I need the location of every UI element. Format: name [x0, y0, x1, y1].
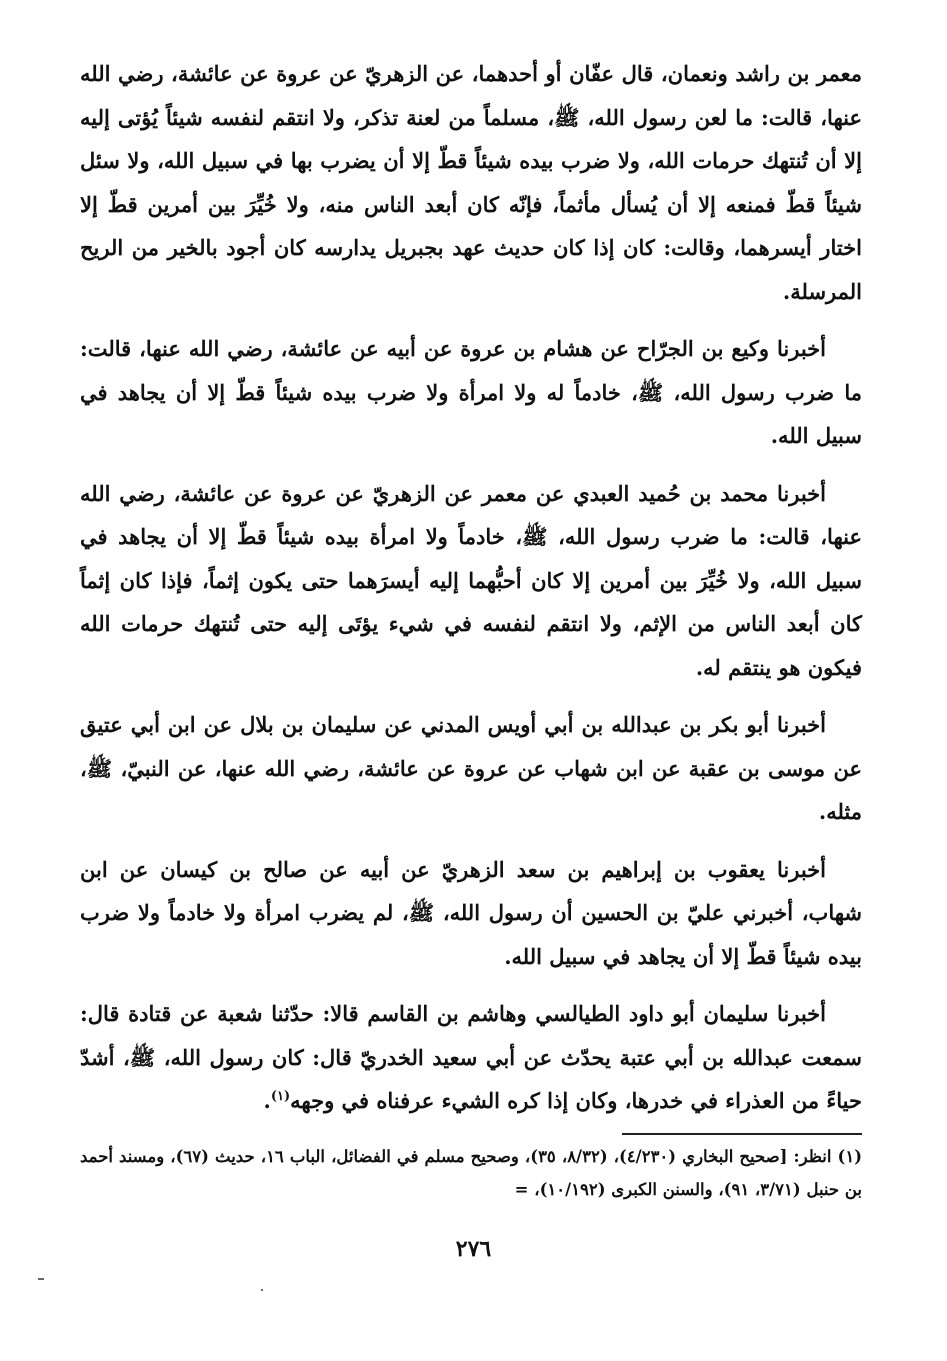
paragraph-6-end: .	[263, 1088, 271, 1113]
scan-speck	[261, 1289, 263, 1291]
footnote-separator	[622, 1133, 862, 1135]
footnote: (١) انظر: [صحيح البخاري (٤/٢٣٠)، (٨/٣٢، ٣٥)، وصحيح مسلم في الفضائل، الباب ١٦، حديث (٦٧)، ومسند أحمد بن حنبل (٣/٧١، ٩١)، والسنن الكبرى (١٠/١٩٢)، =	[80, 1147, 862, 1199]
paragraph-5: أخبرنا يعقوب بن إبراهيم بن سعد الزهريّ عن أبيه عن صالح بن كيسان عن ابن شهاب، أخبرني عليّ بن الحسين أن رسول الله، ﷺ، لم يضرب امرأة ولا خادماً ولا ضرب بيده شيئاً قطّ إلا أن يجاهد في سبيل الله.	[80, 856, 862, 969]
paragraph-3: أخبرنا محمد بن حُميد العبدي عن معمر عن الزهريّ عن عروة عن عائشة، رضي الله عنها، قالت: ما ضرب رسول الله، ﷺ، خادماً ولا امرأة بيده شيئاً قطّ إلا أن يجاهد في سبيل الله، ولا خُيِّرَ بين أمرين إلا كان أحبُّهما إليه أيسرَهما حتى يكون إثماً، فإذا كان إثماً كان أبعد الناس من الإثم، ولا انتقم لنفسه في شيء يؤتَى إليه حتى تُنتهك حرمات الله فيكون هو ينتقم له.	[80, 480, 862, 680]
footnote-reference: (١)	[270, 1089, 291, 1104]
paragraph-4: أخبرنا أبو بكر بن عبدالله بن أبي أويس المدني عن سليمان بن بلال عن ابن أبي عتيق عن موسى بن عقبة عن ابن شهاب عن عروة عن عائشة، رضي الله عنها، عن النبيّ، ﷺ، مثله.	[80, 712, 862, 824]
main-text	[80, 52, 862, 1137]
paragraph-2: أخبرنا وكيع بن الجرّاح عن هشام بن عروة عن أبيه عن عائشة، رضي الله عنها، قالت: ما ضرب رسول الله، ﷺ، خادماً له ولا امرأة ولا ضرب بيده شيئاً قطّ إلا أن يجاهد في سبيل الله.	[80, 336, 862, 448]
page-number: ٢٧٦	[455, 1236, 492, 1262]
scan-speck	[38, 1278, 44, 1280]
paragraph-1: معمر بن راشد ونعمان، قال عفّان أو أحدهما، عن الزهريّ عن عروة عن عائشة، رضي الله عنها، قالت: ما لعن رسول الله، ﷺ، مسلماً من لعنة تذكر، ولا انتقم لنفسه شيئاً يُؤتى إليه إلا أن تُنتهك حرمات الله، ولا ضرب بيده شيئاً قطّ إلا أن يضرب بها في سبيل الله، ولا سئل شيئاً قطّ فمنعه إلا أن يُسأل مأثماً، فإنّه كان أبعد الناس منه، ولا خُيِّرَ بين أمرين قطّ إلا اختار أيسرهما، وقالت: كان إذا كان حديث عهد بجبريل يدارسه كان أجود بالخير من الريح المرسلة.	[80, 61, 862, 304]
paragraph-6	[80, 992, 862, 1123]
paragraph-6-text: أخبرنا سليمان أبو داود الطيالسي وهاشم بن القاسم قالا: حدّثنا شعبة عن قتادة قال: سمعت عبدالله بن أبي عتبة يحدّث عن أبي سعيد الخدريّ قال: كان رسول الله، ﷺ، أشدّ حياءً من العذراء في خدرها، وكان إذا كره الشيء عرفناه في وجهه	[80, 1001, 862, 1113]
